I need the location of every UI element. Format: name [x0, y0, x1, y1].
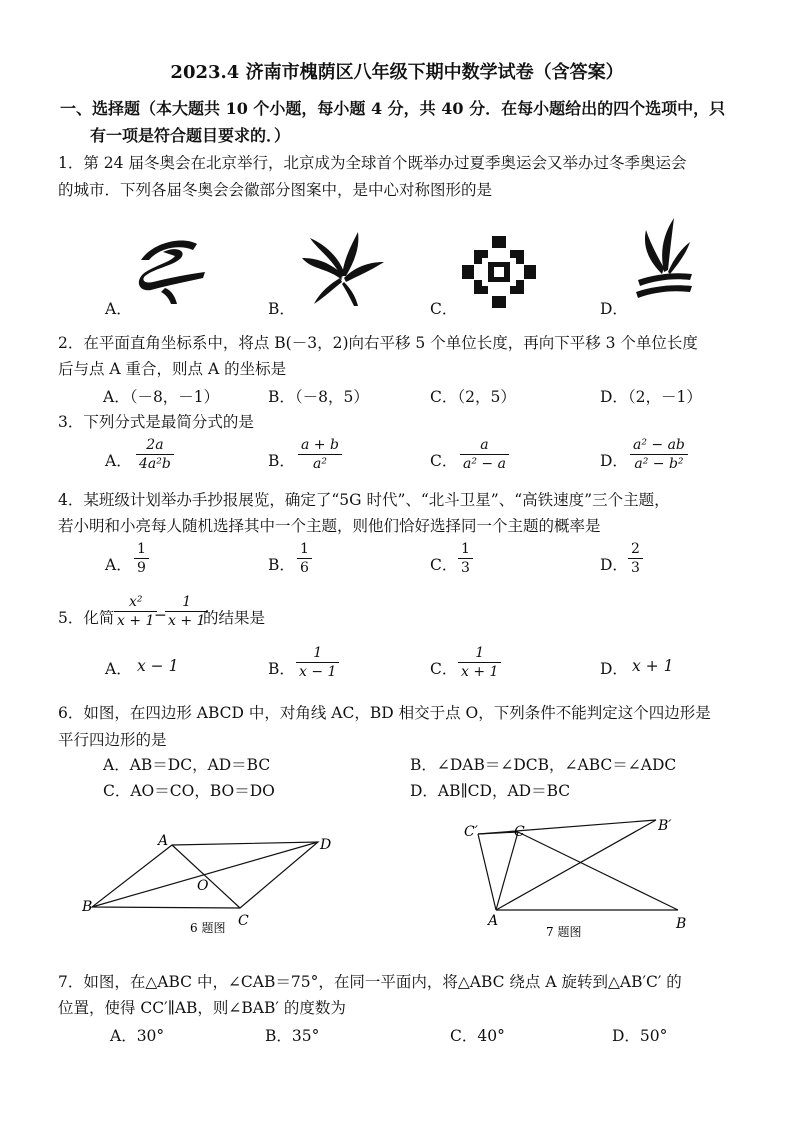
emblem-c-icon	[462, 236, 536, 308]
q6-option-a: A．AB＝DC，AD＝BC	[103, 756, 271, 774]
q5-label-d: D．	[600, 660, 628, 678]
figure-6-diagram	[80, 825, 340, 940]
fig6-label-o: O	[197, 878, 209, 894]
q5-option-a: x − 1	[137, 657, 179, 675]
q4-stem-line1: 4．某班级计划举办手抄报展览，确定了“5G 时代”、“北斗卫星”、“高铁速度”三个主题，	[58, 491, 670, 509]
fig7-segment-c1b1	[478, 820, 656, 834]
q3-label-b: B．	[268, 452, 295, 470]
q6-stem-line1: 6．如图，在四边形 ABCD 中，对角线 AC，BD 相交于点 O，下列条件不能判定这个四边形是	[58, 704, 711, 722]
q6-stem-line2: 平行四边形的是	[58, 731, 167, 749]
q2-option-d: D．（2，－1）	[600, 388, 702, 406]
q7-option-d: D．50°	[612, 1027, 668, 1045]
q1-label-d: D．	[600, 300, 628, 318]
fig7-segment-cb	[518, 832, 678, 910]
emblem-d-icon	[632, 214, 694, 304]
q6-option-d: D．AB∥CD，AD＝BC	[410, 782, 571, 800]
q6-option-c: C．AO＝CO，BO＝DO	[103, 782, 275, 800]
q3-label-d: D．	[600, 452, 628, 470]
q4-label-a: A．	[105, 556, 132, 574]
q5-fraction-2: $\frac{1}{x + 1}$	[165, 594, 208, 629]
q4-fraction-b: $\frac{1}{6}$	[297, 541, 312, 576]
q2-option-a: A．（－8，－1）	[103, 388, 220, 406]
emblem-b-icon	[298, 228, 386, 306]
q2-option-c: C．（2，5）	[430, 388, 516, 406]
q1-label-a: A．	[105, 300, 132, 318]
fig7-caption: 7 题图	[546, 925, 582, 939]
fig7-label-b-prime: B′	[658, 818, 672, 834]
q6-option-b: B．∠DAB＝∠DCB，∠ABC＝∠ADC	[410, 756, 677, 774]
q3-label-a: A．	[105, 452, 132, 470]
fig7-segment-ac	[496, 832, 518, 910]
q7-option-a: A．30°	[110, 1027, 165, 1045]
q4-label-d: D．	[600, 556, 628, 574]
q4-fraction-c: $\frac{1}{3}$	[458, 541, 473, 576]
q1-stem-line1: 1．第 24 届冬奥会在北京举行，北京成为全球首个既举办过夏季奥运会又举办过冬季奥运会	[58, 154, 687, 172]
q5-fraction-1: $\frac{\text{x²}}{x + 1}$	[114, 594, 157, 629]
q5-prefix: 5．化简	[58, 609, 115, 627]
q5-minus: −	[154, 606, 167, 624]
fig7-label-a: A	[488, 913, 499, 929]
fig7-label-c: C	[514, 824, 525, 840]
q4-fraction-d: $\frac{2}{3}$	[628, 541, 643, 576]
q3-fraction-c: $\frac{a}{\text{a² − a}}$	[460, 437, 509, 472]
fig7-segment-ac1	[478, 834, 496, 910]
q1-label-b: B．	[268, 300, 295, 318]
q7-option-c: C．40°	[450, 1027, 505, 1045]
fig6-label-b: B	[82, 899, 93, 915]
q4-fraction-a: $\frac{1}{9}$	[134, 541, 149, 576]
q7-option-b: B．35°	[265, 1027, 320, 1045]
q3-fraction-d: $\frac{\text{a² − ab}}{\text{a² − b²}}$	[630, 437, 688, 472]
fig6-label-a: A	[158, 833, 169, 849]
q2-stem-line2: 后与点 A 重合，则点 A 的坐标是	[58, 360, 287, 378]
q4-stem-line2: 若小明和小亮每人随机选择其中一个主题，则他们恰好选择同一个主题的概率是	[58, 517, 601, 535]
fig6-label-d: D	[320, 837, 332, 853]
q7-stem-line2: 位置，使得 CC′∥AB，则∠BAB′ 的度数为	[58, 999, 346, 1017]
q4-label-b: B．	[268, 556, 295, 574]
fig7-label-c-prime: C′	[464, 824, 478, 840]
q5-label-a: A．	[105, 660, 132, 678]
q3-fraction-b: $\frac{a + b}{\text{a²}}$	[298, 437, 342, 472]
q3-stem: 3．下列分式是最简分式的是	[58, 413, 254, 431]
q7-stem-line1: 7．如图，在△ABC 中，∠CAB＝75°，在同一平面内，将△ABC 绕点 A 旋转到△AB′C′ 的	[58, 973, 682, 991]
q5-suffix: 的结果是	[203, 609, 266, 627]
fig6-diagonal-bd	[92, 842, 318, 907]
q5-fraction-b: $\frac{1}{x - 1}$	[296, 645, 339, 680]
emblem-a-icon	[135, 230, 210, 305]
fig6-label-c: C	[238, 913, 249, 929]
q3-label-c: C．	[430, 452, 458, 470]
q5-label-c: C．	[430, 660, 458, 678]
q4-label-c: C．	[430, 556, 458, 574]
section-heading-line1: 一、选择题（本大题共 10 个小题，每小题 4 分，共 40 分．在每小题给出的四个选项中，只	[60, 99, 726, 118]
q5-label-b: B．	[268, 660, 295, 678]
q2-stem-line1: 2．在平面直角坐标系中，将点 B(－3，2)向右平移 5 个单位长度，再向下平移 3 个单位长度	[58, 334, 698, 352]
fig7-label-b: B	[676, 916, 687, 932]
fig6-diagonal-ac	[172, 845, 240, 908]
figure-7-diagram	[460, 812, 700, 944]
page-title: 2023.4 济南市槐荫区八年级下期中数学试卷（含答案）	[170, 62, 624, 83]
q3-fraction-a: $\frac{2a}{\text{4a²b}}$	[136, 437, 174, 472]
fig6-caption: 6 题图	[190, 921, 226, 935]
q1-label-c: C．	[430, 300, 458, 318]
q5-fraction-c: $\frac{1}{x + 1}$	[458, 645, 501, 680]
q5-option-d: x + 1	[632, 657, 674, 675]
q2-option-b: B．（－8，5）	[268, 388, 369, 406]
section-heading-line2: 有一项是符合题目要求的．）	[90, 126, 291, 145]
q1-stem-line2: 的城市．下列各届冬奥会会徽部分图案中，是中心对称图形的是	[58, 181, 493, 199]
